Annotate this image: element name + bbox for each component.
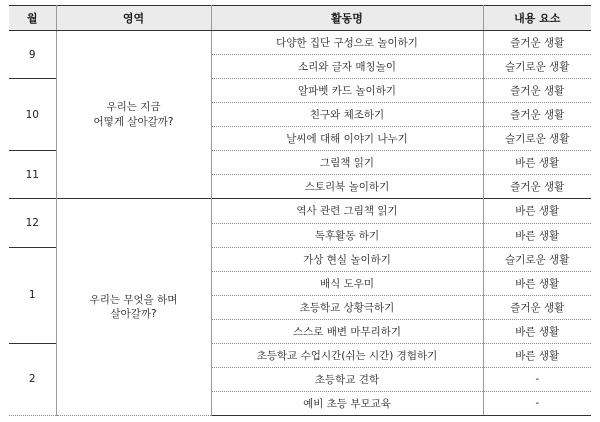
month-cell: 9 (9, 31, 56, 79)
month-cell: 2 (9, 343, 56, 415)
content-cell: - (483, 391, 591, 415)
table-row (9, 199, 591, 223)
activity-schedule-table (9, 5, 591, 416)
content-cell: - (483, 367, 591, 391)
content-cell: 즐거운 생활 (483, 79, 591, 103)
content-cell: 즐거운 생활 (483, 31, 591, 55)
header-activity: 활동명 (211, 6, 483, 31)
header-area: 영역 (56, 6, 211, 31)
content-cell: 바른 생활 (483, 343, 591, 367)
area-text-line: 우리는 지금 (106, 101, 161, 114)
table-row (9, 31, 591, 55)
activity-cell: 초등학교 상황극하기 (211, 295, 483, 319)
activity-cell: 소리와 글자 매칭놀이 (211, 55, 483, 79)
month-cell: 10 (9, 79, 56, 151)
activity-cell: 스스로 배변 마무리하기 (211, 319, 483, 343)
content-cell: 즐거운 생활 (483, 103, 591, 127)
content-cell: 바른 생활 (483, 151, 591, 175)
content-cell: 즐거운 생활 (483, 295, 591, 319)
area-text-line: 우리는 무엇을 하며 (89, 293, 178, 306)
activity-cell: 역사 관련 그림책 읽기 (211, 199, 483, 223)
content-cell: 바른 생활 (483, 223, 591, 247)
activity-cell: 독후활동 하기 (211, 223, 483, 247)
content-cell: 즐거운 생활 (483, 175, 591, 199)
activity-cell: 스토리북 놀이하기 (211, 175, 483, 199)
activity-cell: 초등학교 견학 (211, 367, 483, 391)
area-text-line: 어떻게 살아갈까? (93, 115, 174, 128)
month-cell: 1 (9, 247, 56, 343)
activity-cell: 배식 도우미 (211, 271, 483, 295)
content-cell: 슬기로운 생활 (483, 247, 591, 271)
month-cell: 12 (9, 199, 56, 247)
activity-cell: 그림책 읽기 (211, 151, 483, 175)
content-cell: 슬기로운 생활 (483, 127, 591, 151)
area-cell (56, 31, 211, 199)
activity-cell: 날씨에 대해 이야기 나누기 (211, 127, 483, 151)
content-cell: 바른 생활 (483, 199, 591, 223)
header-content: 내용 요소 (483, 6, 591, 31)
activity-cell: 예비 초등 부모교육 (211, 391, 483, 415)
activity-cell: 알파벳 카드 놀이하기 (211, 79, 483, 103)
content-cell: 바른 생활 (483, 319, 591, 343)
activity-cell: 다양한 집단 구성으로 놀이하기 (211, 31, 483, 55)
header-row (9, 6, 591, 31)
activity-cell: 가상 현실 놀이하기 (211, 247, 483, 271)
area-cell (56, 199, 211, 416)
header-month: 월 (9, 6, 56, 31)
activity-cell: 친구와 체조하기 (211, 103, 483, 127)
content-cell: 슬기로운 생활 (483, 55, 591, 79)
content-cell: 바른 생활 (483, 271, 591, 295)
area-text-line: 살아갈까? (110, 308, 157, 321)
activity-cell: 초등학교 수업시간(쉬는 시간) 경험하기 (211, 343, 483, 367)
month-cell: 11 (9, 151, 56, 199)
